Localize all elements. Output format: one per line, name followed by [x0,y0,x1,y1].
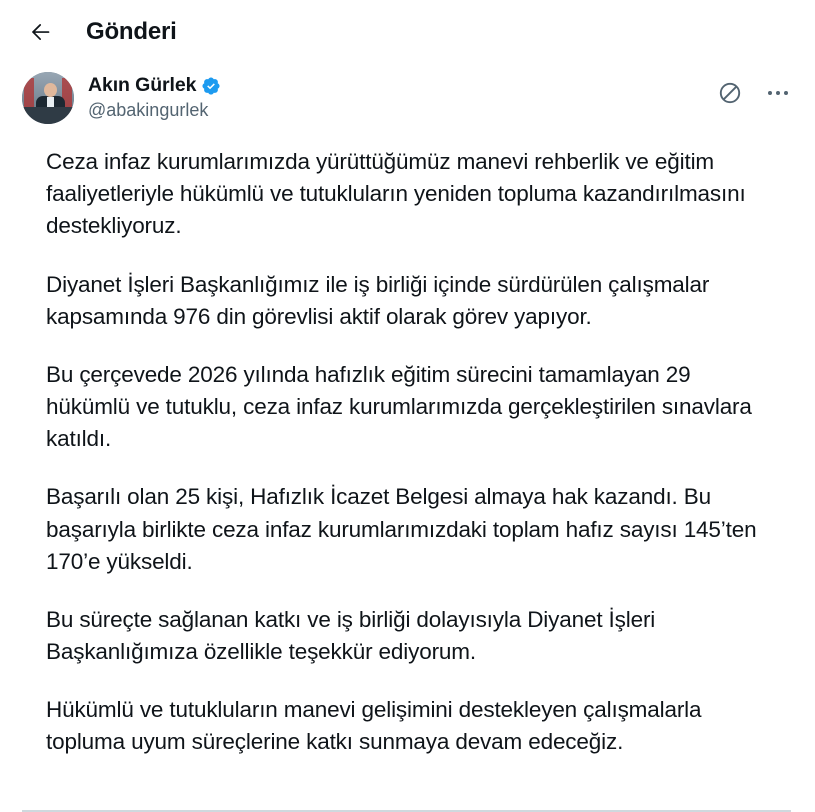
post-paragraph: Bu çerçevede 2026 yılında hafızlık eğitim sürecini tamamlayan 29 hükümlü ve tutuklu, ceza infaz kurumlarımızda gerçekleştirilen sınavlara katıldı. [46,361,752,452]
post-paragraph: Ceza infaz kurumlarımızda yürüttüğümüz manevi rehberlik ve eğitim faaliyetleriyle hükümlü ve tutukluların yeniden topluma kazandırılmasını destekliyoruz. [46,149,746,239]
verified-badge-icon [201,76,221,96]
avatar[interactable] [22,72,74,124]
post-paragraph: Bu süreçte sağlanan katkı ve iş birliği dolayısıyla Diyanet İşleri Başkanlığımıza özellikle teşekkür ediyorum. [46,606,656,665]
post-header [22,64,791,124]
post-header-actions [717,80,791,106]
app-header [0,0,815,64]
avatar-person-head [44,83,57,97]
avatar-podium [22,107,74,124]
page-title: Gönderi [86,18,177,45]
author-display-name[interactable]: Akın Gürlek [88,74,197,96]
author-handle[interactable]: @abakingurlek [88,100,209,121]
post-paragraph: Hükümlü ve tutukluların manevi gelişimini destekleyen çalışmalarla topluma uyum süreçlerine katkı sunmaya devam edeceğiz. [46,697,702,755]
author-names [88,72,221,123]
post-paragraph: Diyanet İşleri Başkanlığımız ile iş birliği içinde sürdürülen çalışmalar kapsamında 976 din görevlisi aktif olarak görev yapıyor. [46,271,710,329]
arrow-left-icon [29,20,53,44]
post-text [22,124,791,759]
back-button[interactable] [22,13,60,51]
circle-slash-icon[interactable] [717,80,743,106]
post-paragraph: Başarılı olan 25 kişi, Hafızlık İcazet Belgesi almaya hak kazandı. Bu başarıyla birlikte ceza infaz kurumlarımızdaki toplam hafız sayısı 145’ten 170’e yükseldi. [46,484,757,574]
more-options-icon[interactable] [765,80,791,106]
display-name-row [88,74,221,97]
post [0,64,815,759]
